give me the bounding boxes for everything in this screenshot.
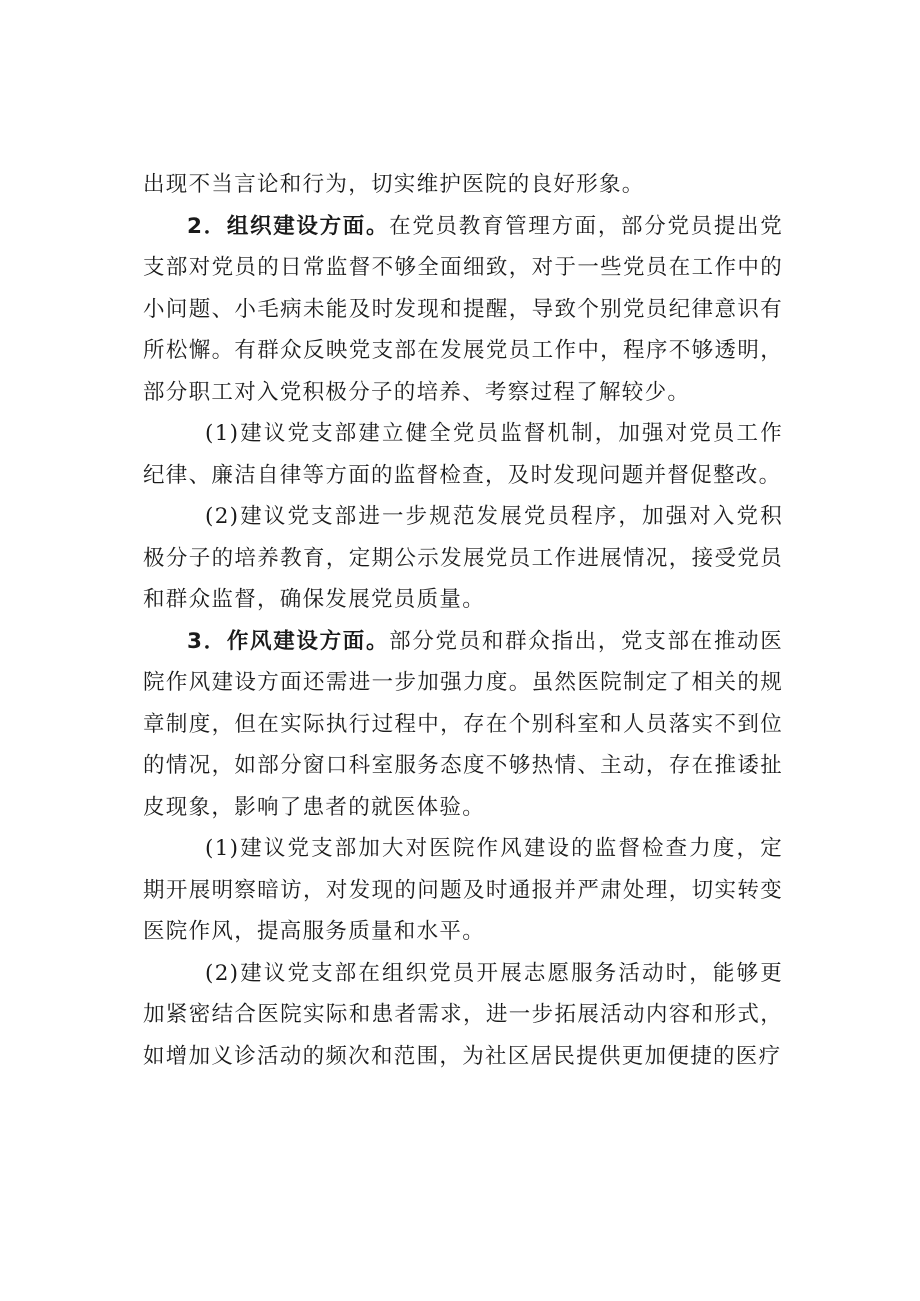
section-organization-building [143,206,783,414]
suggestion-item [143,828,783,953]
document-body [143,164,783,1077]
paragraph-text: (1)建议党支部加大对医院作风建设的监督检查力度，定期开展明察暗访，对发现的问题及时通报并严肃处理，切实转变医院作风，提高服务质量和水平。 [143,836,783,944]
section-heading: 2．组织建设方面。 [187,213,390,239]
suggestion-item [143,413,783,496]
paragraph-continuation [143,164,783,206]
paragraph-text: 出现不当言论和行为，切实维护医院的良好形象。 [143,172,645,197]
paragraph-text: (2)建议党支部进一步规范发展党员程序，加强对入党积极分子的培养教育，定期公示发展党员工作进展情况，接受党员和群众监督，确保发展党员质量。 [143,504,783,612]
paragraph-text: (2)建议党支部在组织党员开展志愿服务活动时，能够更加紧密结合医院实际和患者需求，进一步拓展活动内容和形式，如增加义诊活动的频次和范围，为社区居民提供更加便捷的医疗 [143,960,783,1069]
paragraph-text: 在党员教育管理方面，部分党员提出党支部对党员的日常监督不够全面细致，对于一些党员在工作中的小问题、小毛病未能及时发现和提醒，导致个别党员纪律意识有所松懈。有群众反映党支部在发展党员工作中，程序不够透明，部分职工对入党积极分子的培养、考察过程了解较少。 [143,213,783,405]
paragraph-text: 部分党员和群众指出，党支部在推动医院作风建设方面还需进一步加强力度。虽然医院制定了相关的规章制度，但在实际执行过程中，存在个别科室和人员落实不到位的情况，如部分窗口科室服务态度不够热情、主动，存在推诿扯皮现象，影响了患者的就医体验。 [143,628,783,820]
suggestion-item [143,496,783,621]
section-heading: 3．作风建设方面。 [187,628,390,654]
paragraph-text: (1)建议党支部建立健全党员监督机制，加强对党员工作纪律、廉洁自律等方面的监督检查，及时发现问题并督促整改。 [143,421,783,488]
suggestion-item [143,953,783,1078]
section-style-building [143,621,783,829]
